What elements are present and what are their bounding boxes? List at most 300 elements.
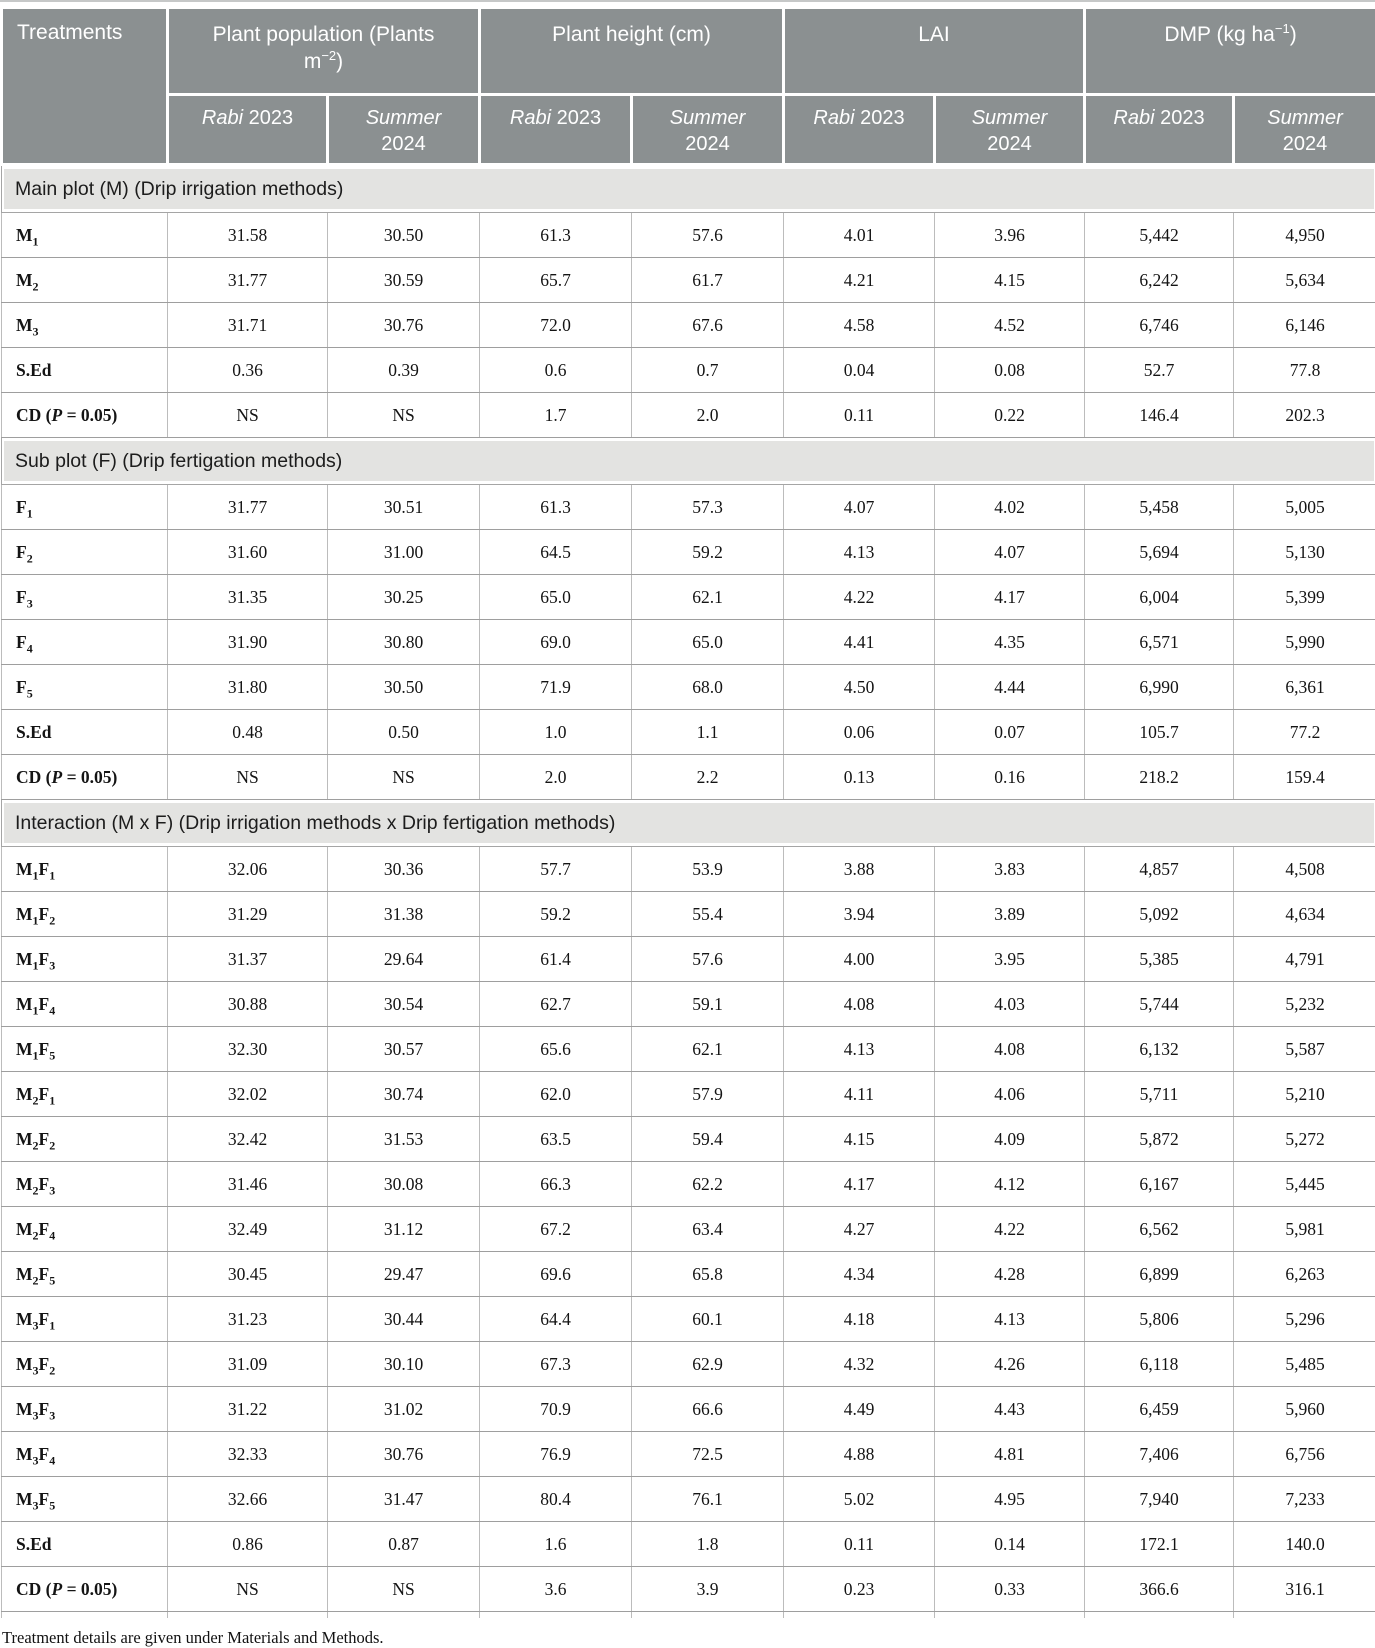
value-cell: 5,634	[1234, 258, 1375, 303]
table-row	[2, 847, 1375, 892]
value-cell: 63.5	[480, 1117, 632, 1162]
value-cell: 0.11	[784, 393, 935, 438]
value-cell: 31.71	[168, 303, 328, 348]
cropped-cell	[1085, 1612, 1234, 1619]
section-header-row	[2, 800, 1375, 847]
value-cell: 29.64	[328, 937, 480, 982]
results-table	[0, 6, 1375, 1619]
value-cell: 5,744	[1085, 982, 1234, 1027]
treatment-row-label: $M_2F_4$	[2, 1207, 168, 1252]
top-divider	[0, 0, 1375, 2]
value-cell: 2.0	[480, 755, 632, 800]
season-subheader: Rabi 2023	[480, 95, 632, 165]
value-cell: 5,445	[1234, 1162, 1375, 1207]
treatment-row-label: CD (P = 0.05)	[2, 1567, 168, 1612]
value-cell: 30.57	[328, 1027, 480, 1072]
value-cell: 218.2	[1085, 755, 1234, 800]
value-cell: 0.16	[935, 755, 1085, 800]
cropped-cell	[168, 1612, 328, 1619]
value-cell: 31.29	[168, 892, 328, 937]
value-cell: 4.21	[784, 258, 935, 303]
table-row	[2, 1117, 1375, 1162]
value-cell: 57.6	[632, 213, 784, 258]
value-cell: 5,587	[1234, 1027, 1375, 1072]
value-cell: 4,634	[1234, 892, 1375, 937]
value-cell: 4.15	[784, 1117, 935, 1162]
value-cell: 5,458	[1085, 485, 1234, 530]
treatment-row-label: $M_1F_2$	[2, 892, 168, 937]
table-row	[2, 1342, 1375, 1387]
value-cell: 30.50	[328, 665, 480, 710]
section-title: Sub plot (F) (Drip fertigation methods)	[2, 438, 1375, 485]
value-cell: 59.2	[480, 892, 632, 937]
value-cell: 67.2	[480, 1207, 632, 1252]
group-header: LAI	[784, 8, 1085, 95]
value-cell: 61.3	[480, 485, 632, 530]
value-cell: 30.45	[168, 1252, 328, 1297]
value-cell: 3.83	[935, 847, 1085, 892]
value-cell: 31.77	[168, 258, 328, 303]
value-cell: 3.89	[935, 892, 1085, 937]
value-cell: 31.02	[328, 1387, 480, 1432]
value-cell: 65.0	[480, 575, 632, 620]
value-cell: 30.74	[328, 1072, 480, 1117]
value-cell: 5,399	[1234, 575, 1375, 620]
season-subheader: Rabi 2023	[1085, 95, 1234, 165]
value-cell: 57.9	[632, 1072, 784, 1117]
value-cell: 62.9	[632, 1342, 784, 1387]
value-cell: 30.59	[328, 258, 480, 303]
value-cell: 6,361	[1234, 665, 1375, 710]
value-cell: 62.2	[632, 1162, 784, 1207]
value-cell: 6,899	[1085, 1252, 1234, 1297]
value-cell: 2.0	[632, 393, 784, 438]
table-row	[2, 485, 1375, 530]
table-row	[2, 1207, 1375, 1252]
value-cell: 4,791	[1234, 937, 1375, 982]
value-cell: 57.6	[632, 937, 784, 982]
value-cell: 64.5	[480, 530, 632, 575]
treatment-row-label: $M_1$	[2, 213, 168, 258]
value-cell: 32.42	[168, 1117, 328, 1162]
value-cell: 31.58	[168, 213, 328, 258]
value-cell: 77.8	[1234, 348, 1375, 393]
value-cell: 5,485	[1234, 1342, 1375, 1387]
value-cell: 5,130	[1234, 530, 1375, 575]
value-cell: 30.54	[328, 982, 480, 1027]
table-row	[2, 892, 1375, 937]
value-cell: 31.77	[168, 485, 328, 530]
value-cell: 72.0	[480, 303, 632, 348]
value-cell: 6,562	[1085, 1207, 1234, 1252]
value-cell: 6,459	[1085, 1387, 1234, 1432]
treatment-row-label: $M_1F_5$	[2, 1027, 168, 1072]
value-cell: 31.09	[168, 1342, 328, 1387]
value-cell: 30.36	[328, 847, 480, 892]
treatment-row-label: $M_3F_4$	[2, 1432, 168, 1477]
value-cell: 4.41	[784, 620, 935, 665]
value-cell: 65.6	[480, 1027, 632, 1072]
value-cell: 31.35	[168, 575, 328, 620]
value-cell: 31.00	[328, 530, 480, 575]
treatment-row-label: $M_3F_5$	[2, 1477, 168, 1522]
value-cell: 6,004	[1085, 575, 1234, 620]
value-cell: 0.50	[328, 710, 480, 755]
value-cell: 3.95	[935, 937, 1085, 982]
value-cell: 6,132	[1085, 1027, 1234, 1072]
value-cell: 7,233	[1234, 1477, 1375, 1522]
value-cell: 0.86	[168, 1522, 328, 1567]
table-row	[2, 620, 1375, 665]
table-row	[2, 213, 1375, 258]
value-cell: 62.0	[480, 1072, 632, 1117]
value-cell: 5,232	[1234, 982, 1375, 1027]
value-cell: 5,272	[1234, 1117, 1375, 1162]
value-cell: 4.13	[784, 1027, 935, 1072]
value-cell: 61.7	[632, 258, 784, 303]
table-row	[2, 1297, 1375, 1342]
value-cell: 5,092	[1085, 892, 1234, 937]
value-cell: 5,981	[1234, 1207, 1375, 1252]
value-cell: 6,756	[1234, 1432, 1375, 1477]
value-cell: 4.35	[935, 620, 1085, 665]
value-cell: 77.2	[1234, 710, 1375, 755]
value-cell: 31.38	[328, 892, 480, 937]
value-cell: 0.23	[784, 1567, 935, 1612]
value-cell: 4.50	[784, 665, 935, 710]
value-cell: 61.3	[480, 213, 632, 258]
value-cell: 30.76	[328, 1432, 480, 1477]
value-cell: 30.51	[328, 485, 480, 530]
value-cell: 4.08	[935, 1027, 1085, 1072]
table-row	[2, 1252, 1375, 1297]
value-cell: NS	[328, 1567, 480, 1612]
treatment-row-label: $F_5$	[2, 665, 168, 710]
value-cell: 69.0	[480, 620, 632, 665]
value-cell: 30.80	[328, 620, 480, 665]
value-cell: 4.44	[935, 665, 1085, 710]
value-cell: 3.9	[632, 1567, 784, 1612]
value-cell: 65.7	[480, 258, 632, 303]
value-cell: 32.30	[168, 1027, 328, 1072]
value-cell: 1.6	[480, 1522, 632, 1567]
value-cell: 1.8	[632, 1522, 784, 1567]
value-cell: 66.6	[632, 1387, 784, 1432]
cropped-cell	[935, 1612, 1085, 1619]
treatment-row-label: CD (P = 0.05)	[2, 755, 168, 800]
value-cell: 53.9	[632, 847, 784, 892]
value-cell: 2.2	[632, 755, 784, 800]
cropped-row-stub	[2, 1612, 1375, 1619]
cropped-cell	[632, 1612, 784, 1619]
table-header	[2, 8, 1375, 165]
value-cell: 66.3	[480, 1162, 632, 1207]
value-cell: 146.4	[1085, 393, 1234, 438]
table-row	[2, 710, 1375, 755]
value-cell: 31.47	[328, 1477, 480, 1522]
value-cell: 0.11	[784, 1522, 935, 1567]
table-row	[2, 530, 1375, 575]
treatment-row-label: $M_3F_2$	[2, 1342, 168, 1387]
value-cell: 0.13	[784, 755, 935, 800]
table-row	[2, 1162, 1375, 1207]
value-cell: 1.1	[632, 710, 784, 755]
value-cell: 366.6	[1085, 1567, 1234, 1612]
value-cell: 4,950	[1234, 213, 1375, 258]
value-cell: 3.96	[935, 213, 1085, 258]
value-cell: 1.0	[480, 710, 632, 755]
table-row	[2, 1072, 1375, 1117]
value-cell: 65.0	[632, 620, 784, 665]
value-cell: 4.34	[784, 1252, 935, 1297]
value-cell: 0.33	[935, 1567, 1085, 1612]
treatment-row-label: S.Ed	[2, 348, 168, 393]
season-subheader: Summer 2024	[632, 95, 784, 165]
value-cell: 4.06	[935, 1072, 1085, 1117]
value-cell: 5,694	[1085, 530, 1234, 575]
value-cell: 4.32	[784, 1342, 935, 1387]
table-row	[2, 1567, 1375, 1612]
value-cell: 62.1	[632, 575, 784, 620]
value-cell: 5,806	[1085, 1297, 1234, 1342]
value-cell: 4.00	[784, 937, 935, 982]
value-cell: 76.9	[480, 1432, 632, 1477]
value-cell: 4.22	[784, 575, 935, 620]
value-cell: NS	[168, 393, 328, 438]
value-cell: 6,146	[1234, 303, 1375, 348]
value-cell: 3.94	[784, 892, 935, 937]
value-cell: 4,857	[1085, 847, 1234, 892]
value-cell: 0.08	[935, 348, 1085, 393]
value-cell: 6,571	[1085, 620, 1234, 665]
value-cell: 4.07	[935, 530, 1085, 575]
value-cell: 69.6	[480, 1252, 632, 1297]
value-cell: 4.52	[935, 303, 1085, 348]
value-cell: 62.1	[632, 1027, 784, 1072]
season-subheader: Summer 2024	[328, 95, 480, 165]
table-row	[2, 258, 1375, 303]
value-cell: 0.14	[935, 1522, 1085, 1567]
value-cell: 30.88	[168, 982, 328, 1027]
value-cell: 4.13	[784, 530, 935, 575]
table-footnote: Treatment details are given under Materials and Methods.	[2, 1628, 1375, 1648]
value-cell: 4.18	[784, 1297, 935, 1342]
value-cell: 5,872	[1085, 1117, 1234, 1162]
value-cell: 31.12	[328, 1207, 480, 1252]
treatment-row-label: $F_1$	[2, 485, 168, 530]
value-cell: 0.39	[328, 348, 480, 393]
value-cell: 67.6	[632, 303, 784, 348]
value-cell: 31.37	[168, 937, 328, 982]
treatment-row-label: $M_2F_2$	[2, 1117, 168, 1162]
value-cell: 52.7	[1085, 348, 1234, 393]
value-cell: 31.53	[328, 1117, 480, 1162]
value-cell: 61.4	[480, 937, 632, 982]
value-cell: 4.81	[935, 1432, 1085, 1477]
value-cell: NS	[328, 755, 480, 800]
value-cell: 0.6	[480, 348, 632, 393]
value-cell: 76.1	[632, 1477, 784, 1522]
value-cell: 57.7	[480, 847, 632, 892]
value-cell: 57.3	[632, 485, 784, 530]
table-row	[2, 1027, 1375, 1072]
value-cell: 30.10	[328, 1342, 480, 1387]
treatment-row-label: $M_3F_3$	[2, 1387, 168, 1432]
value-cell: 55.4	[632, 892, 784, 937]
value-cell: 60.1	[632, 1297, 784, 1342]
table-row	[2, 1432, 1375, 1477]
value-cell: 4.09	[935, 1117, 1085, 1162]
value-cell: NS	[168, 755, 328, 800]
value-cell: 70.9	[480, 1387, 632, 1432]
value-cell: 65.8	[632, 1252, 784, 1297]
table-row	[2, 393, 1375, 438]
treatment-row-label: $M_2F_5$	[2, 1252, 168, 1297]
value-cell: 4.12	[935, 1162, 1085, 1207]
treatment-row-label: $F_4$	[2, 620, 168, 665]
value-cell: 6,118	[1085, 1342, 1234, 1387]
value-cell: 4.95	[935, 1477, 1085, 1522]
cropped-cell	[480, 1612, 632, 1619]
value-cell: 4.11	[784, 1072, 935, 1117]
value-cell: 68.0	[632, 665, 784, 710]
treatment-row-label: $F_2$	[2, 530, 168, 575]
season-subheader: Rabi 2023	[168, 95, 328, 165]
value-cell: 6,167	[1085, 1162, 1234, 1207]
value-cell: 31.90	[168, 620, 328, 665]
table-row	[2, 755, 1375, 800]
value-cell: 4.17	[784, 1162, 935, 1207]
value-cell: 80.4	[480, 1477, 632, 1522]
season-subheader: Summer 2024	[1234, 95, 1375, 165]
group-header: DMP (kg $ha^{-1}$)	[1085, 8, 1375, 95]
treatment-row-label: S.Ed	[2, 710, 168, 755]
value-cell: 0.04	[784, 348, 935, 393]
table-row	[2, 665, 1375, 710]
value-cell: 4.03	[935, 982, 1085, 1027]
value-cell: 4.13	[935, 1297, 1085, 1342]
value-cell: 5,385	[1085, 937, 1234, 982]
value-cell: 31.23	[168, 1297, 328, 1342]
value-cell: 5,005	[1234, 485, 1375, 530]
value-cell: 0.36	[168, 348, 328, 393]
value-cell: 4.28	[935, 1252, 1085, 1297]
table-row	[2, 1477, 1375, 1522]
value-cell: 105.7	[1085, 710, 1234, 755]
treatment-row-label: $M_2F_1$	[2, 1072, 168, 1117]
value-cell: 63.4	[632, 1207, 784, 1252]
value-cell: 30.50	[328, 213, 480, 258]
value-cell: 140.0	[1234, 1522, 1375, 1567]
value-cell: 5,296	[1234, 1297, 1375, 1342]
value-cell: 32.33	[168, 1432, 328, 1477]
value-cell: 0.7	[632, 348, 784, 393]
value-cell: 0.48	[168, 710, 328, 755]
value-cell: 202.3	[1234, 393, 1375, 438]
value-cell: 32.06	[168, 847, 328, 892]
table-row	[2, 982, 1375, 1027]
value-cell: 32.66	[168, 1477, 328, 1522]
treatment-row-label: S.Ed	[2, 1522, 168, 1567]
value-cell: 32.49	[168, 1207, 328, 1252]
value-cell: 3.88	[784, 847, 935, 892]
value-cell: 4.27	[784, 1207, 935, 1252]
value-cell: 7,940	[1085, 1477, 1234, 1522]
value-cell: 4,508	[1234, 847, 1375, 892]
value-cell: 4.02	[935, 485, 1085, 530]
table-body	[2, 165, 1375, 1619]
value-cell: 4.58	[784, 303, 935, 348]
value-cell: 5,442	[1085, 213, 1234, 258]
value-cell: 3.6	[480, 1567, 632, 1612]
value-cell: 30.76	[328, 303, 480, 348]
value-cell: 5.02	[784, 1477, 935, 1522]
season-subheader: Rabi 2023	[784, 95, 935, 165]
value-cell: 159.4	[1234, 755, 1375, 800]
section-header-row	[2, 165, 1375, 213]
value-cell: NS	[328, 393, 480, 438]
value-cell: 0.06	[784, 710, 935, 755]
value-cell: 0.22	[935, 393, 1085, 438]
value-cell: 0.07	[935, 710, 1085, 755]
group-header: Plant population (Plants $m^{-2}$)	[168, 8, 480, 95]
table-row	[2, 937, 1375, 982]
value-cell: 64.4	[480, 1297, 632, 1342]
value-cell: 6,990	[1085, 665, 1234, 710]
value-cell: 29.47	[328, 1252, 480, 1297]
cropped-cell	[2, 1612, 168, 1619]
treatment-row-label: $M_1F_3$	[2, 937, 168, 982]
treatments-column-header: Treatments	[2, 8, 168, 165]
value-cell: 62.7	[480, 982, 632, 1027]
value-cell: 4.26	[935, 1342, 1085, 1387]
value-cell: 316.1	[1234, 1567, 1375, 1612]
treatment-row-label: $M_3$	[2, 303, 168, 348]
value-cell: 31.46	[168, 1162, 328, 1207]
table-row	[2, 303, 1375, 348]
table-row	[2, 575, 1375, 620]
value-cell: 4.07	[784, 485, 935, 530]
treatment-row-label: $F_3$	[2, 575, 168, 620]
table-row	[2, 1522, 1375, 1567]
value-cell: NS	[168, 1567, 328, 1612]
section-title: Main plot (M) (Drip irrigation methods)	[2, 165, 1375, 213]
value-cell: 4.17	[935, 575, 1085, 620]
treatment-row-label: $M_2F_3$	[2, 1162, 168, 1207]
value-cell: 71.9	[480, 665, 632, 710]
value-cell: 4.15	[935, 258, 1085, 303]
value-cell: 1.7	[480, 393, 632, 438]
cropped-cell	[328, 1612, 480, 1619]
treatment-row-label: $M_1F_4$	[2, 982, 168, 1027]
value-cell: 67.3	[480, 1342, 632, 1387]
treatment-row-label: $M_1F_1$	[2, 847, 168, 892]
table-row	[2, 348, 1375, 393]
value-cell: 7,406	[1085, 1432, 1234, 1477]
value-cell: 4.49	[784, 1387, 935, 1432]
value-cell: 5,960	[1234, 1387, 1375, 1432]
value-cell: 32.02	[168, 1072, 328, 1117]
season-subheader: Summer 2024	[935, 95, 1085, 165]
value-cell: 6,242	[1085, 258, 1234, 303]
value-cell: 4.43	[935, 1387, 1085, 1432]
value-cell: 6,746	[1085, 303, 1234, 348]
value-cell: 59.1	[632, 982, 784, 1027]
value-cell: 0.87	[328, 1522, 480, 1567]
value-cell: 5,990	[1234, 620, 1375, 665]
value-cell: 4.01	[784, 213, 935, 258]
table-row	[2, 1387, 1375, 1432]
